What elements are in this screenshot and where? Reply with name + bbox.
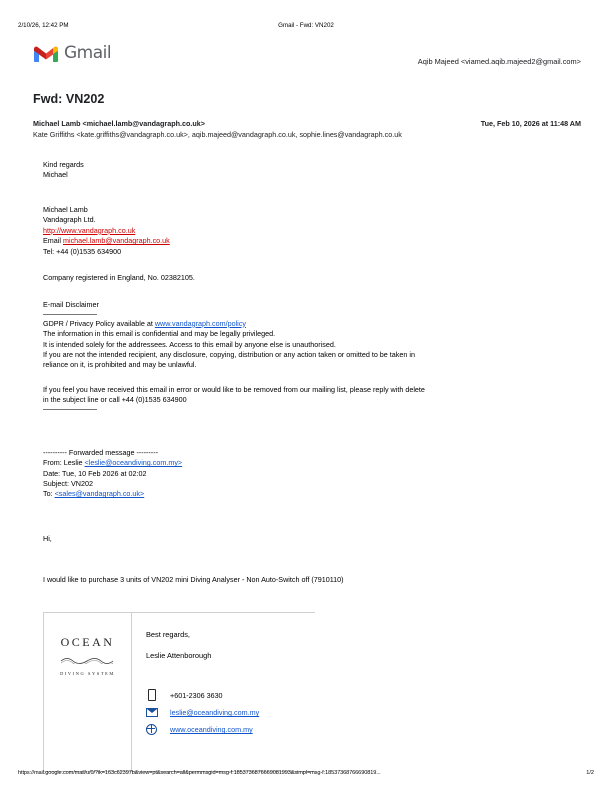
- registration-line: Company registered in England, No. 02382105.: [43, 273, 195, 283]
- forwarded-to-label: To:: [43, 489, 55, 499]
- email-meta: [33, 119, 581, 141]
- forwarded-to-email[interactable]: <sales@vandagraph.co.uk>: [54, 489, 145, 499]
- gmail-header: [33, 43, 581, 73]
- email-date: Tue, Feb 10, 2026 at 11:48 AM: [480, 119, 581, 128]
- contact-email-link[interactable]: leslie@oceandiving.com.my: [170, 708, 260, 718]
- phone-icon: [146, 689, 157, 703]
- contact-website-row: [146, 722, 315, 739]
- disclaimer-line-4: reliance on it, is prohibited and may be unlawful.: [43, 360, 197, 370]
- print-footer: [0, 770, 612, 776]
- logo-wordmark: OCEAN: [60, 635, 115, 649]
- print-header-title: Gmail - Fwd: VN202: [278, 22, 334, 29]
- signature-details: [132, 613, 315, 771]
- signature-tel: Tel: +44 (0)1535 634900: [43, 246, 122, 256]
- signature-email-link[interactable]: michael.lamb@vandagraph.co.uk: [62, 236, 170, 246]
- gmail-wordmark: Gmail: [64, 43, 112, 63]
- closing-block: [43, 160, 573, 181]
- disclaimer-title: E-mail Disclaimer: [43, 299, 99, 309]
- disclaimer-block: [43, 319, 573, 371]
- signature-sender-name: Leslie Attenborough: [146, 650, 212, 660]
- globe-icon: [146, 724, 157, 737]
- logo-tagline: DIVING SYSTEM: [60, 671, 115, 676]
- forwarded-divider: ---------- Forwarded message ---------: [43, 447, 158, 457]
- account-email: Aqib Majeed <viamed.aqib.majeed2@gmail.com>: [417, 57, 581, 66]
- email-recipients: [33, 130, 581, 140]
- print-header: [0, 22, 612, 29]
- forwarded-greeting: Hi,: [43, 533, 52, 543]
- email-to: Kate Griffiths <kate.griffiths@vandagraph.co.uk>, aqib.majeed@vandagraph.co.uk, sophie.lines@vandagraph.co.uk: [33, 130, 402, 140]
- print-header-datetime: 2/10/26, 12:42 PM: [18, 22, 69, 29]
- removal-line-1: If you feel you have received this email in error or would like to be removed from our mailing list, please reply with delete: [43, 384, 425, 394]
- print-footer-url: https://mail.google.com/mail/u/0/?ik=163c62397b&view=pt&search=all&permmsgid=msg-f:1853736876669081993&simpl=msg-f:18537368766690819...: [18, 770, 381, 776]
- disclaimer-line-3: If you are not the intended recipient, any disclosure, copying, distribution or any action taken or omitted to be taken in: [43, 349, 415, 359]
- signature-closing: Best regards,: [146, 630, 190, 639]
- removal-divider: [43, 409, 97, 410]
- contact-website-link[interactable]: www.oceandiving.com.my: [170, 725, 253, 735]
- signature-company: Vandagraph Ltd.: [43, 215, 96, 225]
- removal-block: [43, 385, 573, 406]
- signature-name: Michael Lamb: [43, 204, 88, 214]
- contact-phone-row: [146, 688, 315, 705]
- removal-line-2: in the subject line or call +44 (0)1535 634900: [43, 395, 187, 405]
- forwarded-subject: Subject: VN202: [43, 479, 93, 489]
- forwarded-date: Date: Tue, 10 Feb 2026 at 02:02: [43, 468, 147, 478]
- disclaimer-line-1: The information in this email is confidential and may be legally privileged.: [43, 329, 276, 339]
- disclaimer-line-2: It is intended solely for the addressees. Access to this email by anyone else is unauthorised.: [43, 339, 336, 349]
- print-footer-page: 1/2: [586, 770, 594, 776]
- signature-email-label: Email: [43, 236, 61, 246]
- contact-email-row: [146, 705, 315, 722]
- forwarded-header: [43, 448, 573, 500]
- closing-regards: Kind regards: [43, 160, 84, 169]
- email-subject: Fwd: VN202: [33, 92, 105, 106]
- ocean-diving-signature-card: [43, 612, 315, 772]
- email-from: Michael Lamb <michael.lamb@vandagraph.co.uk>: [33, 119, 205, 128]
- signature-website-link[interactable]: http://www.vandagraph.co.uk: [43, 225, 136, 235]
- email-body: [43, 160, 573, 596]
- closing-name: Michael: [43, 170, 68, 180]
- contact-phone-value: +601-2306 3630: [170, 691, 223, 701]
- gdpr-prefix: GDPR / Privacy Policy available at: [43, 318, 155, 328]
- gdpr-policy-link[interactable]: www.vandagraph.com/policy: [154, 318, 246, 328]
- envelope-icon: [146, 708, 157, 719]
- sender-signature-block: [43, 205, 573, 257]
- disclaimer-divider: [43, 314, 97, 315]
- forwarded-message: I would like to purchase 3 units of VN202 mini Diving Analyser - Non Auto-Switch off (7910110): [43, 574, 344, 584]
- forwarded-from-label: From: Leslie: [43, 458, 85, 468]
- wave-icon: [60, 651, 115, 669]
- gmail-m-icon: [33, 43, 59, 63]
- forwarded-from-email[interactable]: <leslie@oceandiving.com.my>: [84, 458, 183, 468]
- ocean-diving-logo: [44, 613, 132, 771]
- signature-contact-list: [146, 688, 315, 739]
